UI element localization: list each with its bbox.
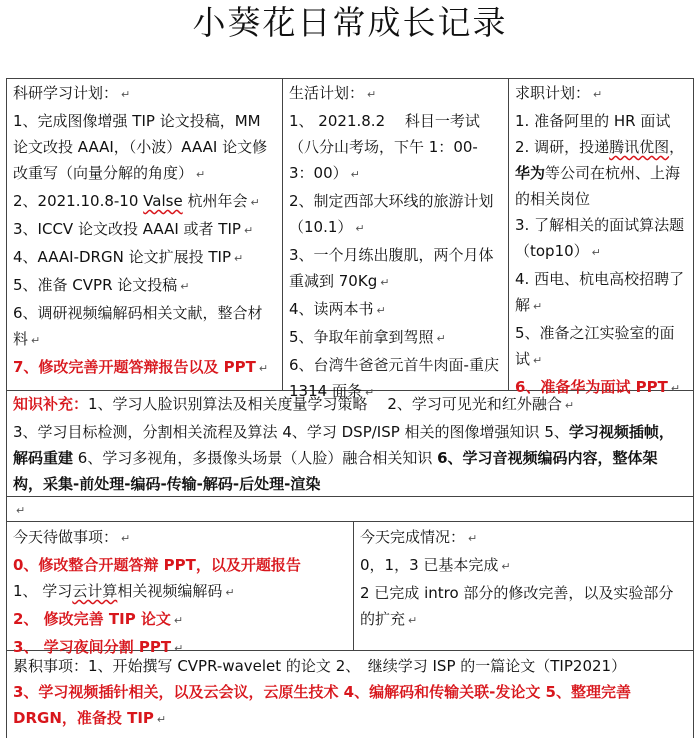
accumulate-text-highlight: 5、整理完善 DRGN，准备投 TIP (13, 683, 631, 727)
return-mark-icon (408, 614, 417, 627)
life-item: 3、一个月练出腹肌，两个月体重减到 70Kg (289, 246, 494, 290)
return-mark-icon (16, 504, 25, 517)
return-mark-icon (565, 399, 574, 412)
return-mark-icon (533, 354, 542, 367)
accumulate-text-highlight: 3、学习视频插针相关，以及云会议，云原生技术 4、编解码和传输关联-发论文 (13, 683, 541, 701)
return-mark-icon (180, 280, 189, 293)
return-mark-icon (31, 334, 40, 347)
accumulate-cell (7, 653, 693, 738)
return-mark-icon (351, 168, 360, 181)
row-divider (6, 521, 694, 522)
life-item: 5、争取年前拿到驾照 (289, 328, 434, 346)
research-item-highlight: 7、修改完善开题答辩报告以及 PPT (13, 358, 256, 376)
job-item: 3. 了解相关的面试算法题（top10） (515, 216, 685, 260)
return-mark-icon (593, 88, 602, 101)
research-item: 杭州年会 (187, 192, 248, 210)
life-item: 4、读两本书 (289, 300, 374, 318)
research-item: 6、调研视频编解码相关文献，整合材料 (13, 304, 263, 348)
knowledge-text: 1、学习人脸识别算法及相关度量学习策略 2、学习可见光和红外融合 (88, 395, 562, 413)
done-item: 0，1，3 已基本完成 (360, 556, 499, 574)
todo-item-highlight: 0、修改整合开题答辩 PPT，以及开题报告 (13, 556, 301, 574)
job-item-separator: ， (669, 138, 685, 156)
page-title: 小葵花日常成长记录 (192, 3, 508, 42)
job-plan-cell (509, 80, 693, 396)
done-heading: 今天完成情况： (360, 528, 466, 546)
return-mark-icon (259, 362, 268, 375)
job-item: 等公司在杭州、上海的相关岗位 (515, 164, 681, 208)
empty-row (7, 497, 693, 521)
life-item: 6、台湾牛爸爸元首牛肉面-重庆 1314 面条 (289, 356, 499, 400)
table-border-right (693, 78, 694, 738)
life-heading: 生活计划： (289, 84, 365, 102)
life-plan-cell (283, 80, 508, 400)
knowledge-text-bold: 6、学习音视频编码内容，整体架构，采集-前处理-编码-传输-解码-后处理-渲染 (13, 449, 658, 493)
knowledge-text-bold: 学习视频插帧，解码重建 (13, 423, 674, 467)
research-item: 4、AAAI-DRGN 论文扩展投 TIP (13, 248, 231, 266)
return-mark-icon (355, 222, 364, 235)
knowledge-text: 3、学习目标检测，分割相关流程及算法 4、学习 DSP/ISP 相关的图像增强知识 5、 (13, 423, 569, 441)
knowledge-label: 知识补充： (13, 395, 89, 413)
row-divider (6, 78, 694, 79)
plan-table (6, 78, 694, 738)
return-mark-icon (250, 196, 259, 209)
knowledge-text: 6、学习多视角，多摄像头场景（人脸）融合相关知识 (73, 449, 438, 467)
return-mark-icon (533, 300, 542, 313)
return-mark-icon (592, 246, 601, 259)
todo-item-highlight: 3、 学习夜间分割 PPT (13, 638, 172, 656)
return-mark-icon (501, 560, 510, 573)
job-item: 5、准备之江实验室的面试 (515, 324, 675, 368)
return-mark-icon (121, 532, 130, 545)
job-item: 1. 准备阿里的 HR 面试 (515, 112, 671, 130)
return-mark-icon (437, 332, 446, 345)
done-item: 2 已完成 intro 部分的修改完善，以及实验部分的扩充 (360, 584, 674, 628)
research-item: 1、完成图像增强 TIP 论文投稿，MM 论文改投 AAAI，（小波）AAAI 论文修改重写（向量分解的角度） (13, 112, 268, 182)
life-item: 2、制定西部大环线的旅游计划（10.1） (289, 192, 494, 236)
research-item: 5、准备 CVPR 论文投稿 (13, 276, 178, 294)
todo-item: 1、 学习 (13, 582, 73, 600)
research-plan-cell (7, 80, 282, 390)
return-mark-icon (196, 168, 205, 181)
return-mark-icon (377, 304, 386, 317)
return-mark-icon (468, 532, 477, 545)
job-item: 4. 西电、杭电高校招聘了解 (515, 270, 685, 314)
research-item-valse: Valse (143, 192, 183, 210)
research-heading: 科研学习计划： (13, 84, 119, 102)
knowledge-cell (7, 391, 693, 496)
todo-item-highlight: 2、 修改完善 TIP 论文 (13, 610, 171, 628)
done-cell (354, 524, 693, 650)
todo-item: 相关视频编解码 (117, 582, 223, 600)
job-item-huawei: 华为 (515, 164, 546, 182)
research-item: 3、ICCV 论文改投 AAAI 或者 TIP (13, 220, 241, 238)
return-mark-icon (367, 88, 376, 101)
job-item: 2. 调研，投递 (515, 138, 610, 156)
return-mark-icon (225, 586, 234, 599)
job-heading: 求职计划： (515, 84, 591, 102)
life-item: 1、 2021.8.2 科目一考试（八分山考场，下午 1：00-3：00） (289, 112, 480, 182)
accumulate-text: 累积事项：1、开始撰写 CVPR-wavelet 的论文 2、 继续学习 ISP 的一篇论文（TIP2021） (13, 657, 627, 675)
research-item: 2、2021.10.8-10 (13, 192, 139, 210)
return-mark-icon (174, 614, 183, 627)
return-mark-icon (244, 224, 253, 237)
return-mark-icon (234, 252, 243, 265)
todo-cell (7, 524, 353, 656)
job-item-tencent-youtu: 腾讯优图 (609, 138, 670, 156)
job-item-highlight: 6、准备华为面试 PPT (515, 378, 668, 396)
return-mark-icon (121, 88, 130, 101)
return-mark-icon (157, 713, 166, 726)
todo-heading: 今天待做事项： (13, 528, 119, 546)
todo-item-cloud-computing: 云计算 (72, 582, 118, 600)
return-mark-icon (380, 276, 389, 289)
